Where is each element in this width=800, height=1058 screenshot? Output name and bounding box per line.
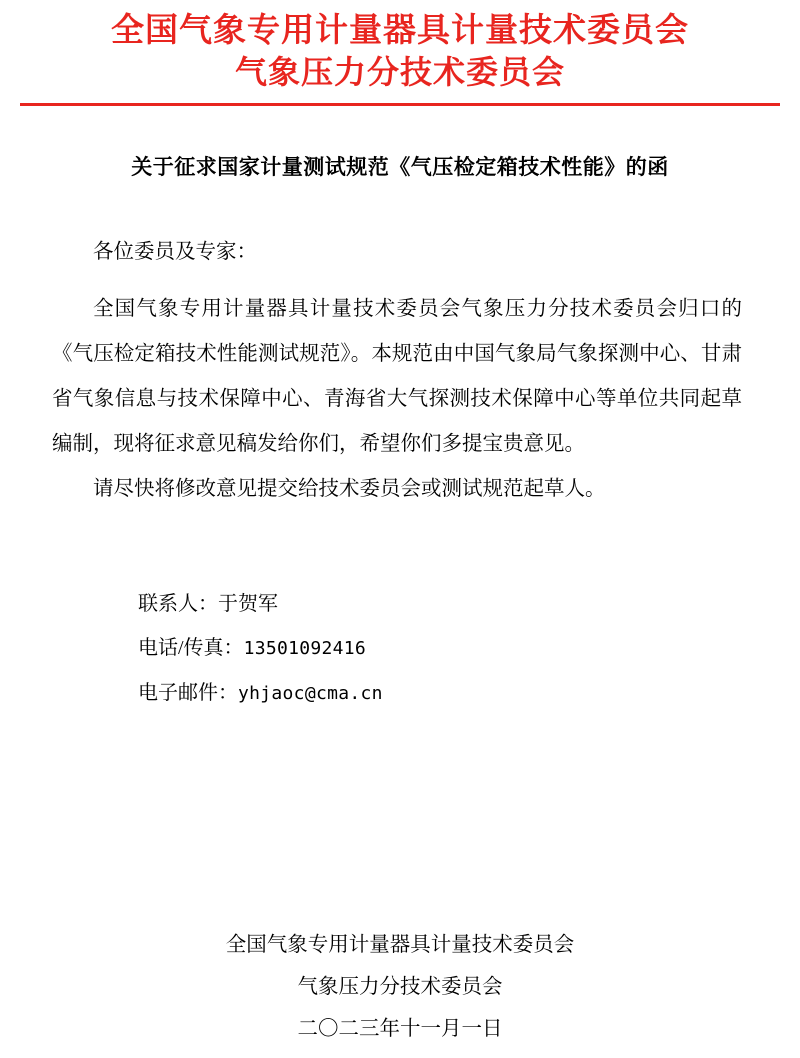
signature-org-1: 全国气象专用计量器具计量技术委员会: [225, 934, 575, 956]
signature-org-2: 气象压力分技术委员会: [297, 976, 503, 998]
contact-email-line: [138, 671, 800, 716]
signature-date: 二〇二三年十一月一日: [297, 1018, 503, 1040]
letterhead-line-2: 气象压力分技术委员会: [234, 53, 565, 91]
letterhead-divider: [0, 103, 800, 106]
letterhead-line-1: 全国气象专用计量器具计量技术委员会: [111, 10, 689, 49]
body-paragraph-1: 全国气象专用计量器具计量技术委员会气象压力分技术委员会归口的《气压检定箱技术性能测试规范》。本规范由中国气象局气象探测中心、甘肃省气象信息与技术保障中心、青海省大气探测技术保障中心等单位共同起草编制，现将征求意见稿发给你们，希望你们多提宝贵意见。: [52, 298, 742, 455]
contact-person-line: [138, 582, 800, 626]
page-title: 关于征求国家计量测试规范《气压检定箱技术性能》的函: [131, 155, 669, 179]
contact-person-label: 联系人：: [138, 593, 218, 615]
body-paragraph-2: 请尽快将修改意见提交给技术委员会或测试规范起草人。: [93, 478, 606, 500]
contact-phone-label: 电话/传真：: [138, 637, 244, 659]
document-body: [0, 230, 800, 512]
contact-phone-value: 13501092416: [243, 638, 367, 659]
contact-person-value: 于贺军: [218, 593, 278, 615]
contact-email-value: yhjaoc@cma.cn: [238, 683, 383, 704]
red-rule: [20, 103, 780, 106]
contact-email-label: 电子邮件：: [138, 682, 238, 704]
letterhead: [0, 0, 800, 106]
salutation: 各位委员及专家：: [93, 241, 257, 263]
contact-block: [0, 582, 800, 716]
contact-phone-line: [138, 626, 800, 671]
signature-block: [0, 924, 800, 1050]
